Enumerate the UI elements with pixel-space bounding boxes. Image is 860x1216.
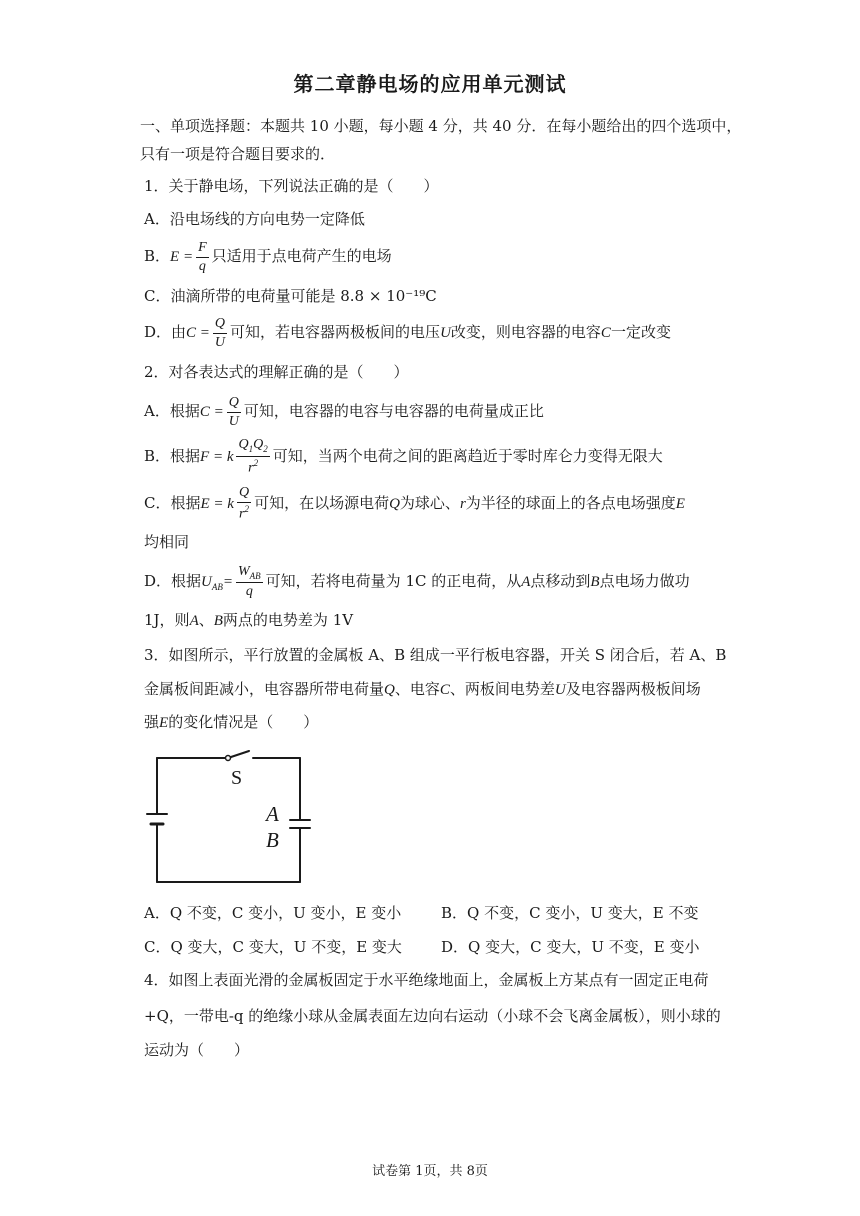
q1-stem: 1．关于静电场，下列说法正确的是（ ） — [144, 177, 439, 195]
q3-option-b: B．Q 不变，C 变小，U 变大，E 不变 — [441, 904, 699, 922]
plate-a-label: A — [266, 802, 279, 826]
formula-fraction: $\frac{W_{AB}}{q}$ — [238, 563, 261, 600]
formula-fraction: $\frac{Q}{r^2}$ — [238, 485, 250, 522]
q3-stem-line2: 金属板间距减小，电容器所带电荷量Q、电容C、两板间电势差U及电容器两极板间场 — [144, 680, 701, 698]
q2-option-c-line2: 均相同 — [144, 533, 190, 551]
circuit-diagram — [140, 748, 320, 888]
q3-option-a: A．Q 不变，C 变小，U 变小，E 变小 — [144, 904, 402, 922]
formula-fraction: $\frac{Q_1Q_2}{r^2}$ — [238, 437, 268, 476]
switch-lever — [231, 751, 249, 757]
page-title: 第二章静电场的应用单元测试 — [293, 72, 567, 96]
q3-option-d: D．Q 变大，C 变大，U 不变，E 变小 — [441, 938, 700, 956]
q1-option-d: D．由C = $\frac{Q}{U}$ 可知，若电容器两极板间的电压U改变，则电容器的电容C一定改变 — [144, 315, 671, 350]
q2-option-d-line2: 1J，则A、B两点的电势差为 1V — [144, 611, 354, 629]
q4-stem-line2: +Q，一带电-q 的绝缘小球从金属表面左边向右运动（小球不会飞离金属板），则小球的 — [144, 1007, 721, 1025]
q2-stem: 2．对各表达式的理解正确的是（ ） — [144, 363, 409, 381]
section-instruction-line2: 只有一项是符合题目要求的． — [140, 145, 336, 163]
q4-stem-line1: 4．如图上表面光滑的金属板固定于水平绝缘地面上，金属板上方某点有一固定正电荷 — [144, 971, 709, 989]
switch-label: S — [231, 767, 243, 789]
q1-option-b: B．E = $\frac{F}{q}$ 只适用于点电荷产生的电场 — [144, 239, 392, 274]
q2-option-b: B．根据F = k $\frac{Q_1Q_2}{r^2}$ 可知，当两个电荷之间的距离趋近于零时库仑力变得无限大 — [144, 437, 663, 476]
q3-option-c: C．Q 变大，C 变大，U 不变，E 变大 — [144, 938, 402, 956]
q1-option-a: A．沿电场线的方向电势一定降低 — [144, 210, 365, 228]
formula-fraction: $\frac{Q}{U}$ — [214, 315, 226, 350]
switch-contact — [226, 756, 231, 761]
q3-stem-line1: 3．如图所示，平行放置的金属板 A、B 组成一平行板电容器，开关 S 闭合后，若 A、B — [144, 646, 727, 664]
q3-stem-line3: 强E的变化情况是（ ） — [144, 713, 319, 731]
formula-fraction: $\frac{F}{q}$ — [198, 239, 207, 274]
page-footer: 试卷第 1页，共 8页 — [372, 1164, 488, 1179]
q2-option-d: D．根据$U_{AB}=$ $\frac{W_{AB}}{q}$ 可知，若将电荷量为 1C 的正电荷，从A点移动到B点电场力做功 — [144, 563, 690, 600]
q4-stem-line3: 运动为（ ） — [144, 1041, 250, 1059]
section-instruction-line1: 一、单项选择题：本题共 10 小题，每小题 4 分，共 40 分．在每小题给出的四个选项中， — [140, 117, 742, 135]
q1-option-c: C．油滴所带的电荷量可能是 8.8 × 10⁻¹⁹C — [144, 287, 437, 305]
formula-fraction: $\frac{Q}{U}$ — [228, 394, 239, 429]
plate-b-label: B — [266, 828, 279, 852]
q2-option-a: A．根据C = $\frac{Q}{U}$ 可知，电容器的电容与电容器的电荷量成正比 — [144, 394, 544, 429]
q2-option-c: C．根据E = k $\frac{Q}{r^2}$ 可知，在以场源电荷Q为球心、r为半径的球面上的各点电场强度E — [144, 485, 685, 522]
